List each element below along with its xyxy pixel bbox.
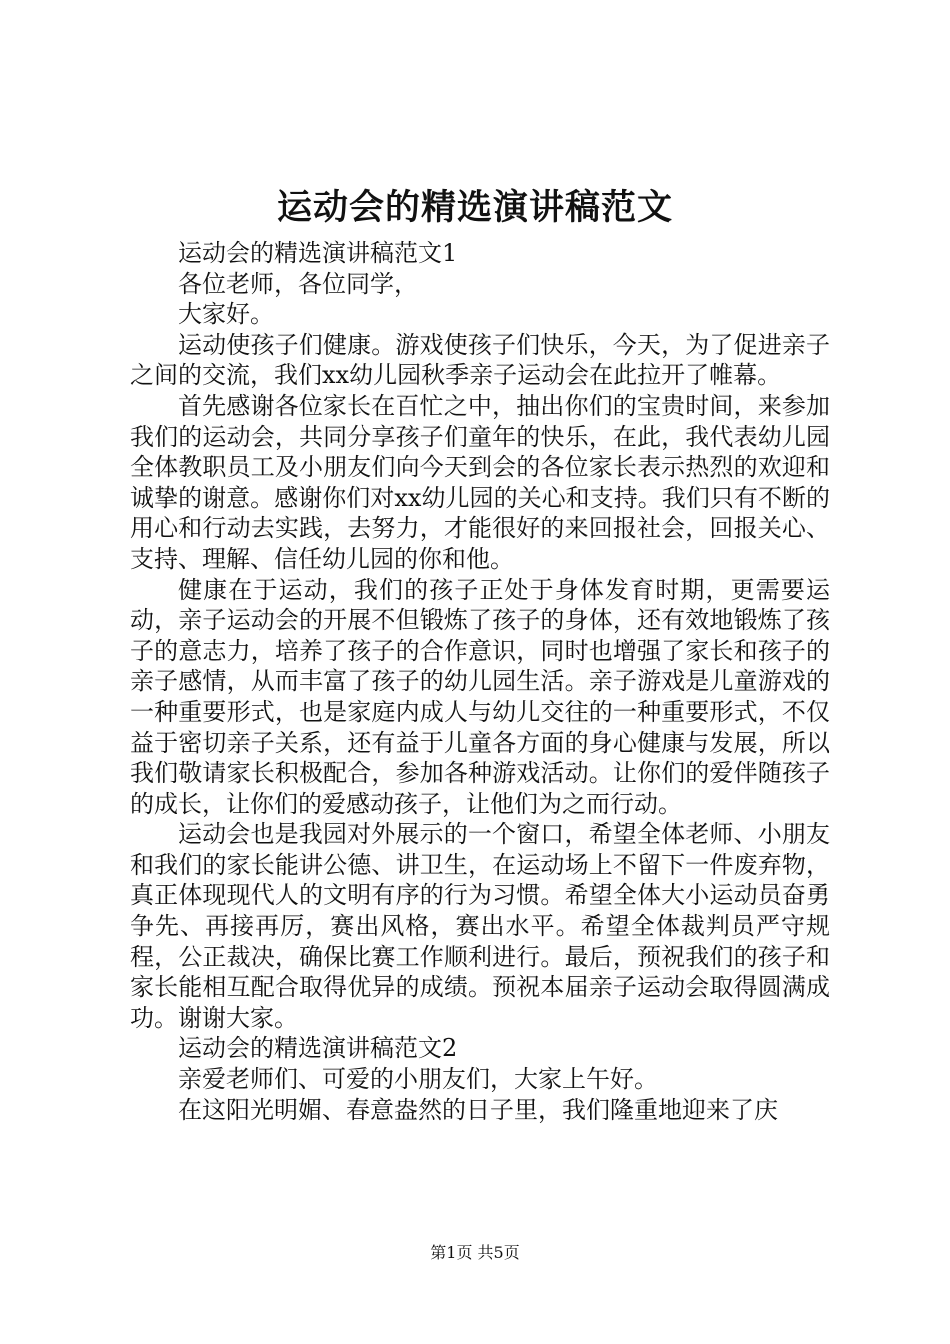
- section-heading-2: 运动会的精选演讲稿范文2: [178, 1034, 458, 1063]
- paragraph: 健康在于运动，我们的孩子正处于身体发育时期，更需要运动，亲子运动会的开展不但锻炼了孩子的身体，还有效地锻炼了孩子的意志力，培养了孩子的合作意识，同时也增强了家长和孩子的亲子感情，从而丰富了孩子的幼儿园生活。亲子游戏是儿童游戏的一种重要形式，也是家庭内成人与幼儿交往的一种重要形式，不仅益于密切亲子关系，还有益于儿童各方面的身心健康与发展，所以我们敬请家长积极配合，参加各种游戏活动。让你们的爱伴随孩子的成长，让你们的爱感动孩子，让他们为之而行动。: [130, 575, 830, 818]
- section-heading-1: 运动会的精选演讲稿范文1: [178, 239, 458, 267]
- greeting: 大家好。: [178, 300, 274, 329]
- page-footer: 第1页 共5页: [430, 1243, 520, 1262]
- paragraph: 首先感谢各位家长在百忙之中，抽出你们的宝贵时间，来参加我们的运动会，共同分享孩子们童年的快乐，在此，我代表幼儿园全体教职员工及小朋友们向今天到会的各位家长表示热烈的欢迎和诚挚的谢意。感谢你们对xx幼儿园的关心和支持。我们只有不断的用心和行动去实践，去努力，才能很好的来回报社会，回报关心、支持、理解、信任幼儿园的你和他。: [130, 391, 830, 573]
- paragraph: 在这阳光明媚、春意盎然的日子里，我们隆重地迎来了庆: [178, 1095, 778, 1124]
- document-title: 运动会的精选演讲稿范文: [276, 187, 673, 228]
- salutation: 各位老师，各位同学，: [178, 269, 418, 298]
- paragraph: 运动会也是我园对外展示的一个窗口，希望全体老师、小朋友和我们的家长能讲公德、讲卫生，在运动场上不留下一件废弃物，真正体现现代人的文明有序的行为习惯。希望全体大小运动员奋勇争先、再接再厉，赛出风格，赛出水平。希望全体裁判员严守规程，公正裁决，确保比赛工作顺利进行。最后，预祝我们的孩子和家长能相互配合取得优异的成绩。预祝本届亲子运动会取得圆满成功。谢谢大家。: [130, 820, 830, 1032]
- salutation: 亲爱老师们、可爱的小朋友们，大家上午好。: [178, 1065, 658, 1094]
- document-body: [130, 238, 830, 1125]
- paragraph: 运动使孩子们健康。游戏使孩子们快乐，今天，为了促进亲子之间的交流，我们xx幼儿园秋季亲子运动会在此拉开了帷幕。: [130, 330, 830, 390]
